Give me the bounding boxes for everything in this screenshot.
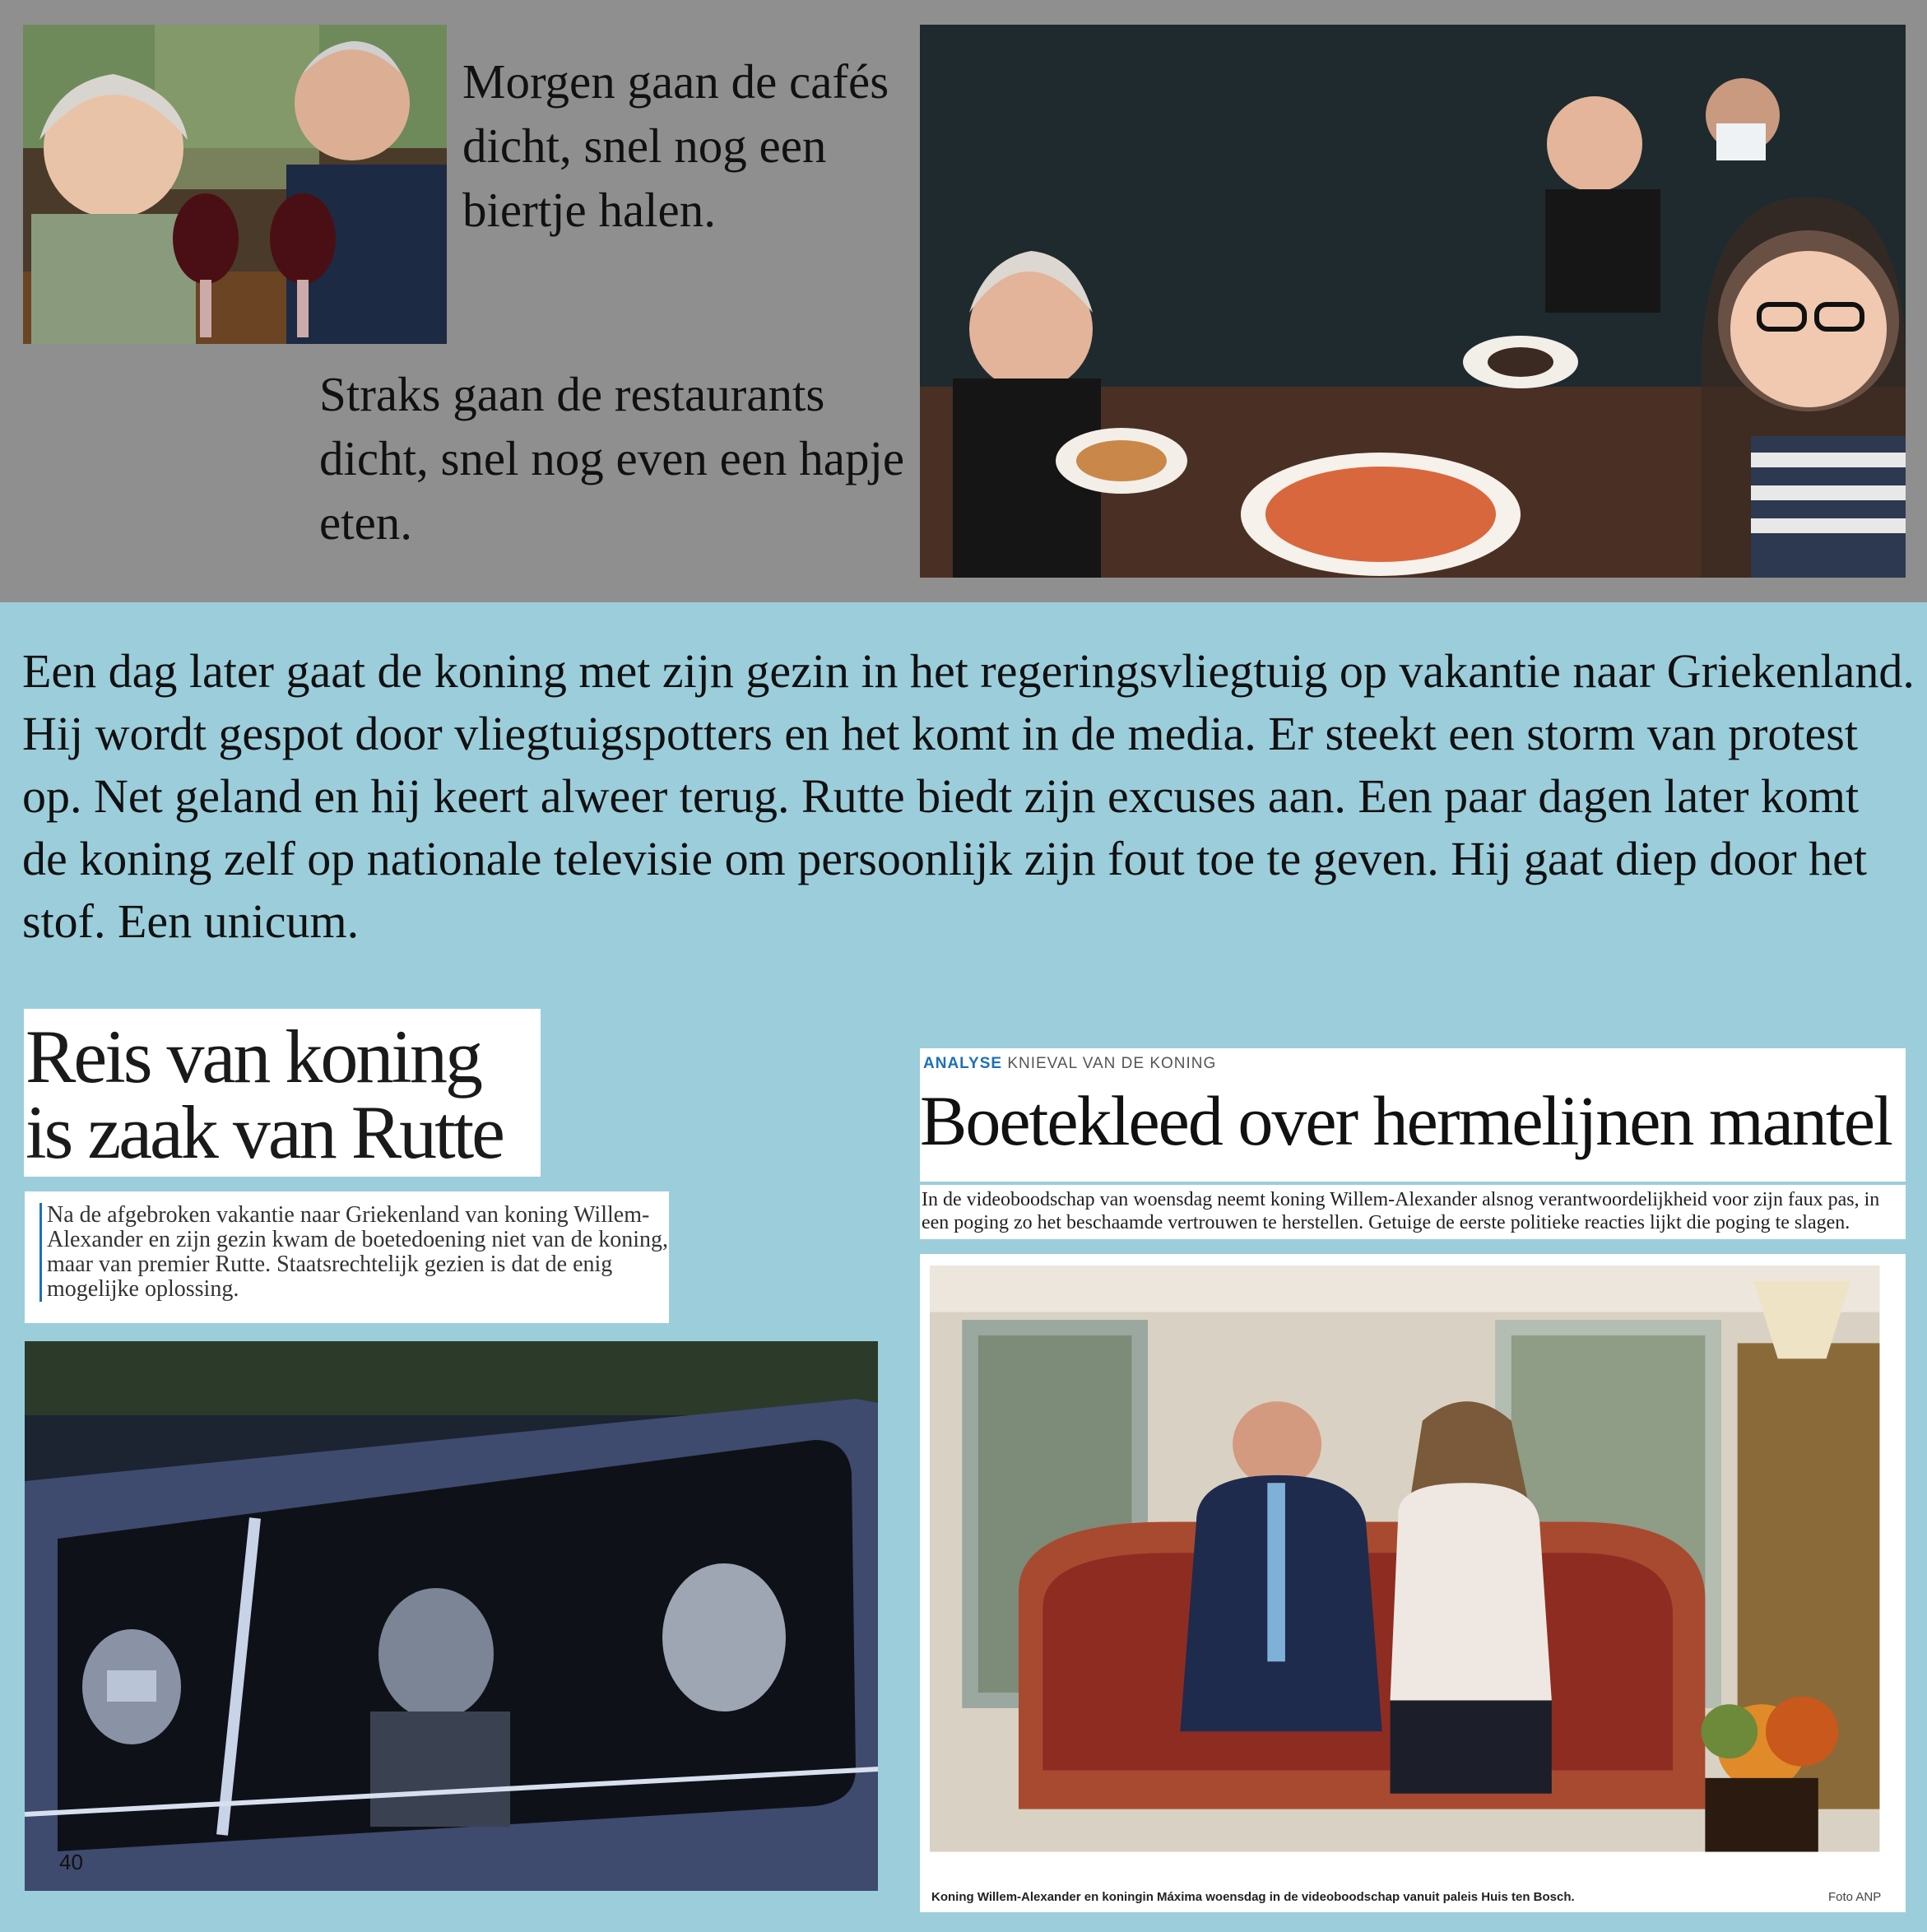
kicker-topic: KNIEVAL VAN DE KONING xyxy=(1007,1055,1217,1072)
cafe-caption: Morgen gaan de cafés dicht, snel nog een biertje halen. xyxy=(462,54,889,237)
headline-reis-van-koning xyxy=(24,1009,541,1177)
story-text: Een dag later gaat de koning met zijn gezin in het regeringsvliegtuig op vakantie naar Griekenland. Hij wordt gespot door vliegtuigspotters en het komt in de media. Er steekt een storm van protest op. Net geland en hij keert alweer terug. Rutte biedt zijn excuses aan. Een paar dagen later komt de koning zelf op nationale televisie om persoonlijk zijn fout toe te geven. Hij gaat diep door het stof. Een unicum. xyxy=(22,644,1915,948)
restaurant-caption: Straks gaan de restaurants dicht, snel nog even een hapje eten. xyxy=(319,367,905,550)
lead-text-2: In de videoboodschap van woensdag neemt koning Willem-Alexander alsnog verantwoordelijkheid voor zijn faux pas, in een poging zo het beschaamde vertrouwen te herstellen. Getuige de eerste politieke reacties lijkt die poging te slagen. xyxy=(922,1189,1880,1233)
lead-text-1: Na de afgebroken vakantie naar Griekenland van koning Willem-Alexander en zijn gezin kwam de boetedoening niet van de koning, maar van premier Rutte. Staatsrechtelijk gezien is dat de enig mogelijke oplossing. xyxy=(39,1203,669,1302)
headline-line-2: is zaak van Rutte xyxy=(26,1090,504,1174)
kicker xyxy=(923,1055,1216,1073)
kicker-label: ANALYSE xyxy=(923,1055,1003,1072)
page-number: 40 xyxy=(59,1850,83,1874)
headline-line-1: Reis van koning xyxy=(26,1015,481,1098)
headline-text-2: Boetekleed over hermelijnen mantel xyxy=(920,1081,1892,1160)
lead-reis-van-koning xyxy=(25,1191,669,1323)
lead-boetekleed xyxy=(920,1185,1906,1239)
royal-couple-photo xyxy=(920,1254,1906,1912)
headline-boetekleed xyxy=(920,1048,1906,1182)
restaurant-selfie-photo xyxy=(920,25,1906,578)
car-window-photo xyxy=(25,1341,878,1891)
royal-photo-credit: Foto ANP xyxy=(1828,1890,1882,1904)
royal-photo-caption: Koning Willem-Alexander en koningin Máxima woensdag in de videoboodschap vanuit paleis Huis ten Bosch. xyxy=(931,1890,1575,1904)
cafe-beer-photo xyxy=(23,25,447,344)
